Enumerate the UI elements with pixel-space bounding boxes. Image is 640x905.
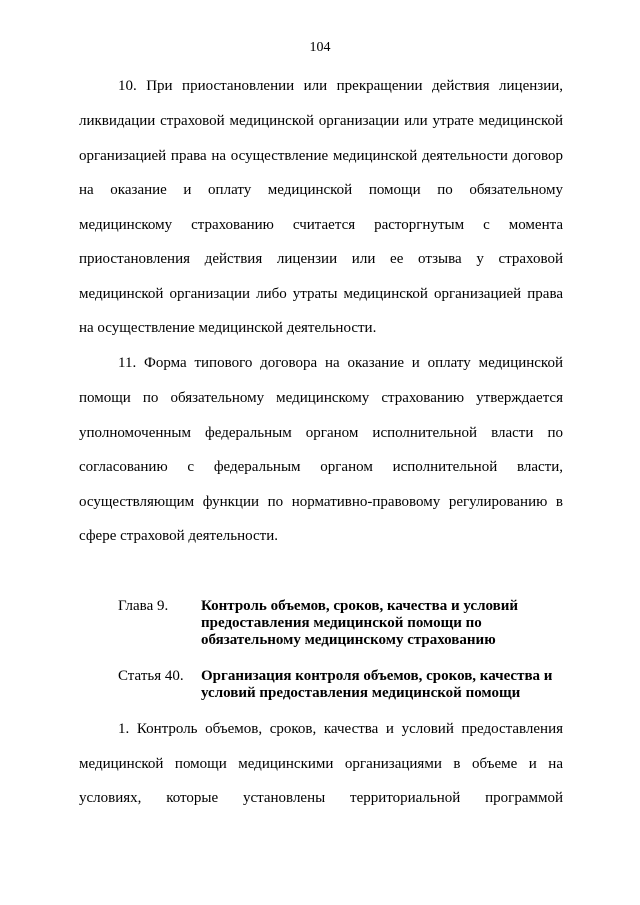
paragraph-line: организацией права на осуществление медицинской деятельности договор	[79, 148, 563, 164]
paragraph-line: помощи по обязательному медицинскому страхованию утверждается	[79, 390, 563, 406]
paragraph-line: медицинскому страхованию считается расторгнутым с момента	[79, 217, 563, 233]
paragraph-line: уполномоченным федеральным органом исполнительной власти по	[79, 425, 563, 441]
paragraph-line: приостановления действия лицензии или ее отзыва у страховой	[79, 251, 563, 267]
paragraph-line: 11. Форма типового договора на оказание и оплату медицинской	[118, 355, 563, 371]
chapter-label: Глава 9.	[118, 598, 169, 614]
chapter-title-line: Контроль объемов, сроков, качества и условий	[201, 598, 519, 614]
paragraph-line: сфере страховой деятельности.	[79, 528, 278, 544]
paragraph-line: 1. Контроль объемов, сроков, качества и условий предоставления	[118, 721, 563, 737]
paragraph-line: на оказание и оплату медицинской помощи по обязательному	[79, 182, 563, 198]
paragraph-line: осуществляющим функции по нормативно-правовому регулированию в	[79, 494, 563, 510]
paragraph-line: медицинской организации либо утраты медицинской организацией права	[79, 286, 563, 302]
chapter-title-line: обязательному медицинскому страхованию	[201, 632, 496, 648]
article-title-line: Организация контроля объемов, сроков, качества и	[201, 668, 553, 684]
page-number: 104	[309, 40, 331, 55]
paragraph-line: на осуществление медицинской деятельности.	[79, 320, 377, 336]
paragraph-line: условиях, которые установлены территориальной программой	[79, 790, 563, 806]
paragraph-line: ликвидации страховой медицинской организации или утрате медицинской	[79, 113, 563, 129]
article-title-line: условий предоставления медицинской помощи	[201, 685, 521, 701]
paragraph-line: согласованию с федеральным органом исполнительной власти,	[79, 459, 563, 475]
article-label: Статья 40.	[118, 668, 184, 684]
paragraph-line: медицинской помощи медицинскими организациями в объеме и на	[79, 756, 563, 772]
paragraph-line: 10. При приостановлении или прекращении действия лицензии,	[118, 78, 563, 94]
chapter-title-line: предоставления медицинской помощи по	[201, 615, 482, 631]
